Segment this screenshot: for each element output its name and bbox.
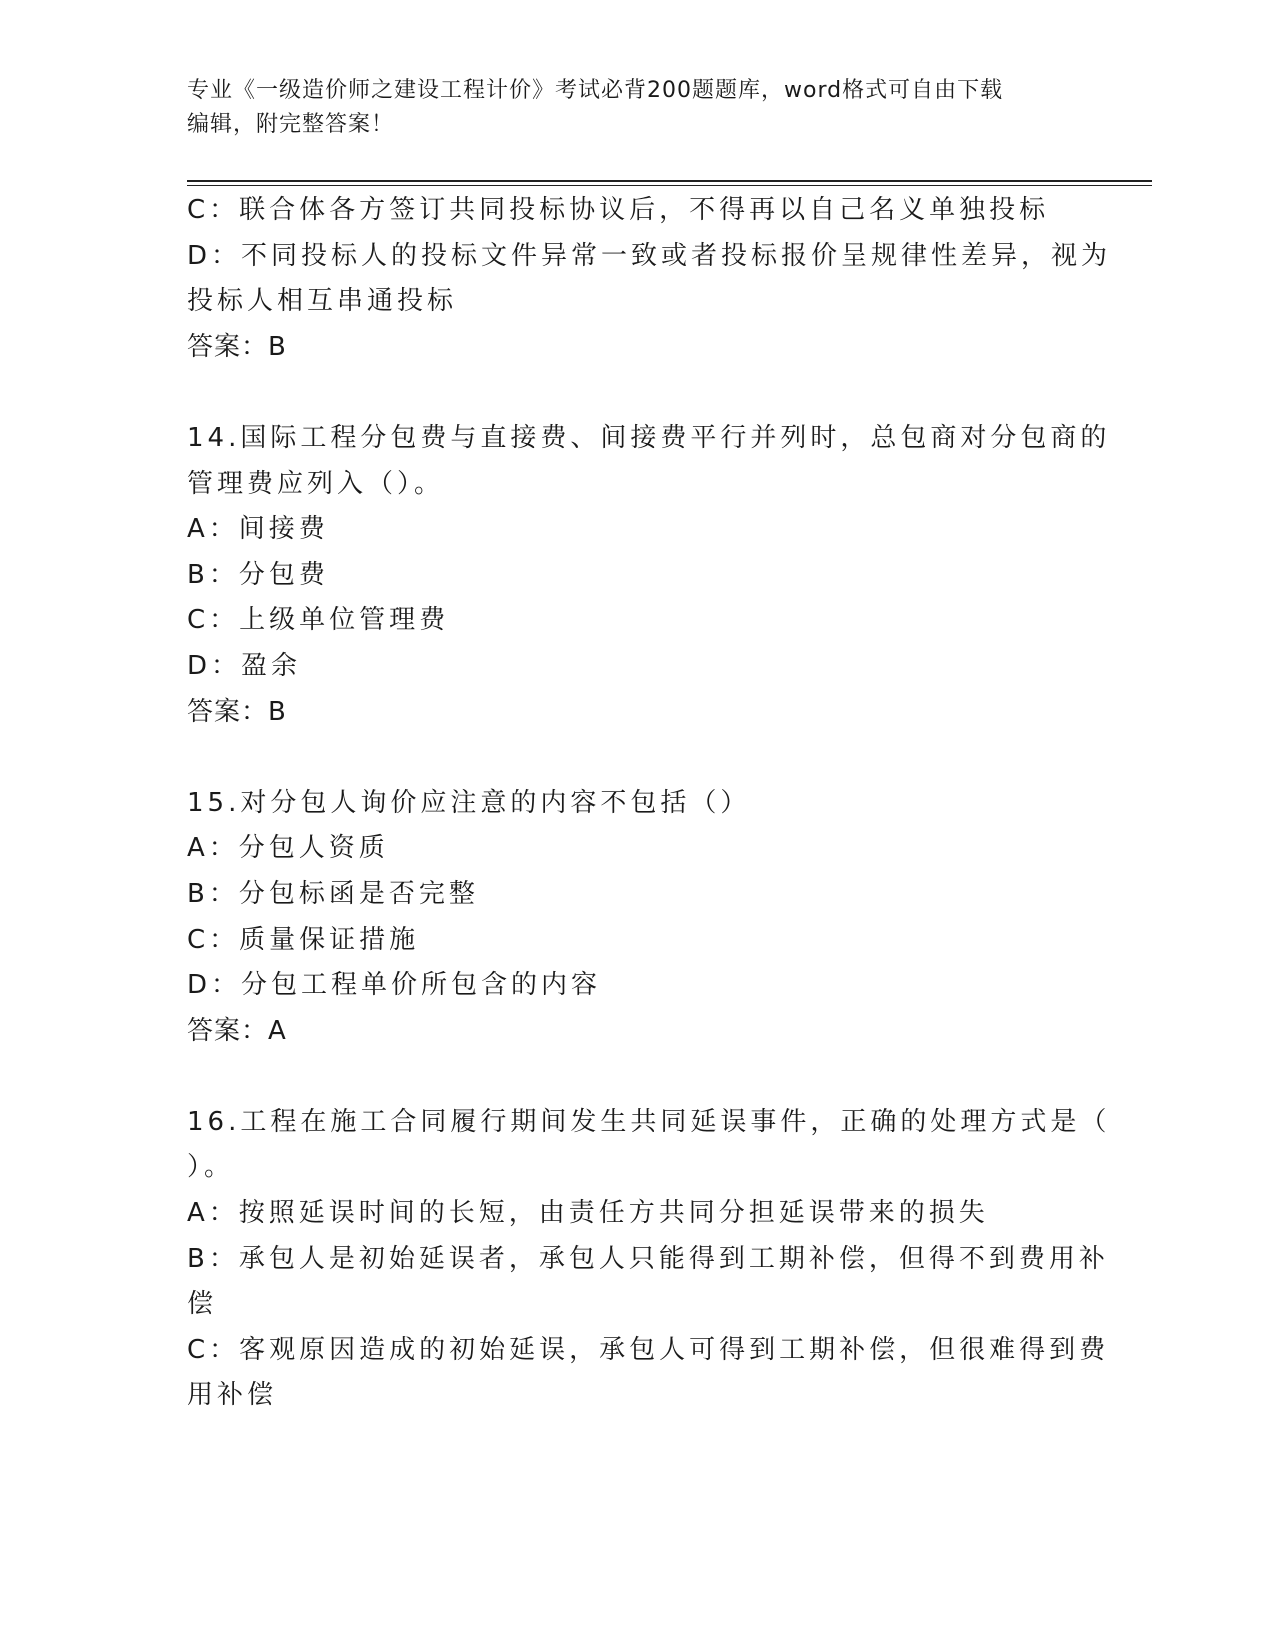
option-c: C：联合体各方签订共同投标协议后，不得再以自己名义单独投标 bbox=[187, 195, 1050, 225]
option-d: D：盈余 bbox=[187, 650, 302, 681]
option-d-continued: 投标人相互串通投标 bbox=[187, 286, 458, 317]
option-a: A：按照延误时间的长短，由责任方共同分担延误带来的损失 bbox=[187, 1198, 989, 1229]
option-c: C：质量保证措施 bbox=[187, 924, 420, 955]
question-stem-continued: 管理费应列入（）。 bbox=[187, 468, 445, 499]
option-d: D：不同投标人的投标文件异常一致或者投标报价呈规律性差异，视为 bbox=[187, 240, 1112, 271]
answer: 答案：A bbox=[187, 1015, 287, 1046]
question-list bbox=[187, 188, 1112, 1419]
option-b-continued: 偿 bbox=[187, 1289, 218, 1320]
spacer bbox=[187, 370, 1067, 416]
header-rule-thick bbox=[187, 180, 1152, 182]
answer: 答案：B bbox=[187, 331, 287, 362]
option-c-continued: 用补偿 bbox=[187, 1380, 278, 1411]
question-15 bbox=[187, 781, 1067, 1055]
spacer bbox=[187, 1054, 1067, 1100]
header-line-1: 专业《一级造价师之建设工程计价》考试必背200题题库，word格式可自由下载 bbox=[187, 78, 1004, 103]
header-rule-thin bbox=[187, 185, 1152, 186]
question-stem: 16.工程在施工合同履行期间发生共同延误事件，正确的处理方式是（ bbox=[187, 1106, 1111, 1137]
option-a: A：间接费 bbox=[187, 514, 329, 545]
question-13-tail bbox=[187, 188, 1112, 370]
option-c: C：客观原因造成的初始延误，承包人可得到工期补偿，但很难得到费 bbox=[187, 1334, 1110, 1365]
question-stem: 14.国际工程分包费与直接费、间接费平行并列时，总包商对分包商的 bbox=[187, 422, 1111, 453]
header-line-2: 编辑，附完整答案！ bbox=[187, 112, 395, 137]
spacer bbox=[187, 735, 1067, 781]
question-14 bbox=[187, 416, 1111, 735]
option-d: D：分包工程单价所包含的内容 bbox=[187, 970, 602, 1001]
question-stem-continued: ）。 bbox=[187, 1152, 235, 1183]
option-c: C：上级单位管理费 bbox=[187, 605, 450, 636]
question-16 bbox=[187, 1100, 1111, 1419]
answer: 答案：B bbox=[187, 696, 287, 727]
question-stem: 15.对分包人询价应注意的内容不包括（） bbox=[187, 787, 751, 818]
option-b: B：分包费 bbox=[187, 559, 329, 590]
option-b: B：分包标函是否完整 bbox=[187, 878, 479, 909]
option-a: A：分包人资质 bbox=[187, 833, 389, 864]
option-b: B：承包人是初始延误者，承包人只能得到工期补偿，但得不到费用补 bbox=[187, 1243, 1109, 1274]
document-header bbox=[187, 74, 1067, 142]
